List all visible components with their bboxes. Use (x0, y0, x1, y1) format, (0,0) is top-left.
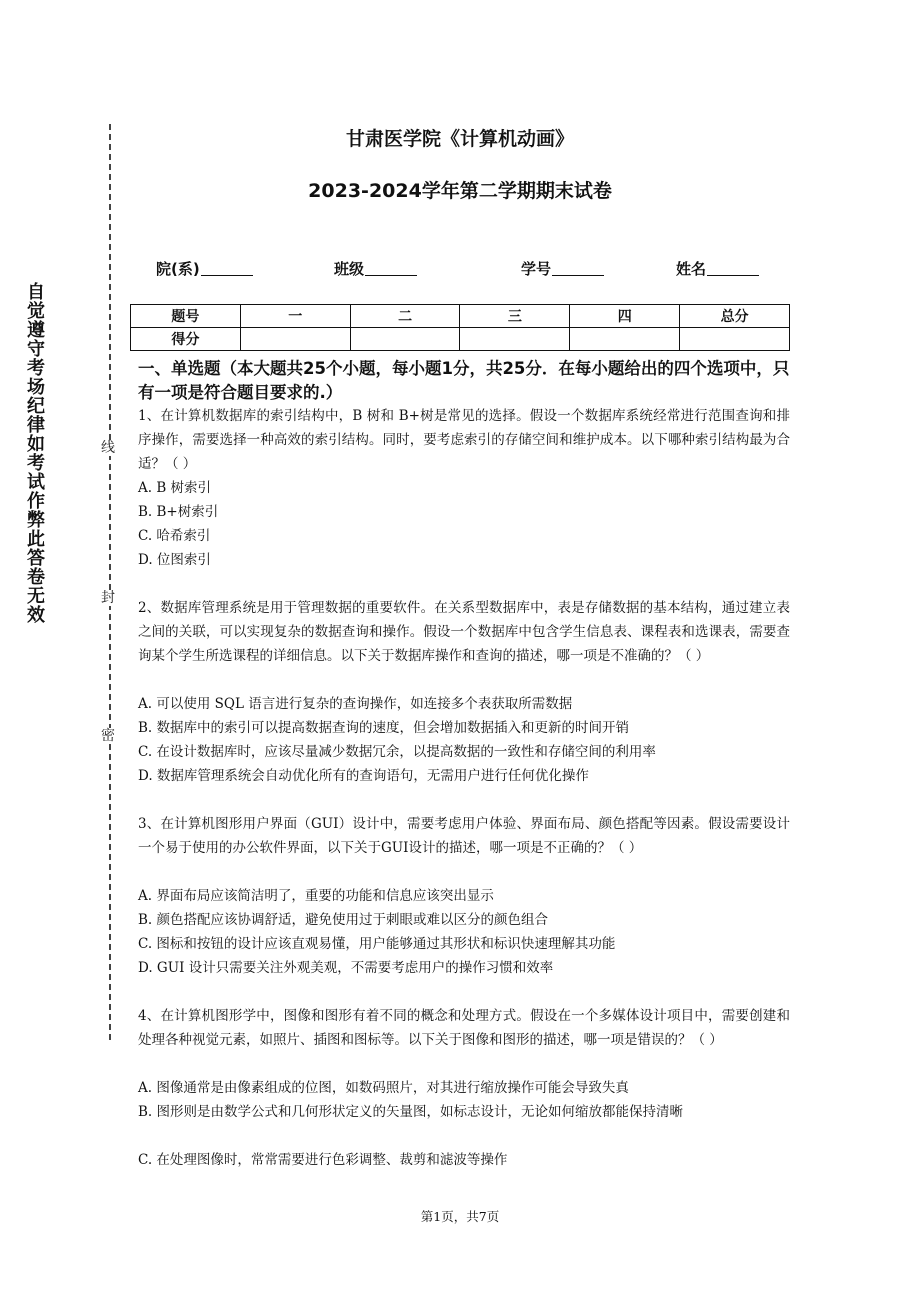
student-id-blank[interactable] (552, 259, 604, 276)
class-label: 班级 (334, 260, 365, 278)
name-blank[interactable] (707, 259, 759, 276)
question-3-option-c[interactable]: C. 图标和按钮的设计应该直观易懂，用户能够通过其形状和标识快速理解其功能 (138, 936, 616, 952)
score-cell-2[interactable] (350, 328, 460, 351)
question-3-option-d[interactable]: D. GUI 设计只需要关注外观美观，不需要考虑用户的操作习惯和效率 (138, 960, 554, 976)
question-4-option-a[interactable]: A. 图像通常是由像素组成的位图，如数码照片，对其进行缩放操作可能会导致失真 (138, 1080, 629, 1096)
student-id-field (521, 258, 604, 279)
score-cell-total[interactable] (680, 328, 790, 351)
question-4-stem: 4、在计算机图形学中，图像和图形有着不同的概念和处理方式。假设在一个多媒体设计项目中，需要创建和处理各种视觉元素，如照片、插图和图标等。以下关于图像和图形的描述，哪一项是错误的？（ ） (138, 1008, 790, 1048)
score-table-header-row (131, 305, 790, 328)
name-field (676, 258, 759, 279)
question-2-option-d[interactable]: D. 数据库管理系统会自动优化所有的查询语句，无需用户进行任何优化操作 (138, 768, 589, 784)
question-1-option-b[interactable]: B. B+树索引 (138, 504, 219, 520)
question-2-option-a[interactable]: A. 可以使用 SQL 语言进行复杂的查询操作，如连接多个表获取所需数据 (138, 696, 573, 712)
score-table-score-row (131, 328, 790, 351)
score-row-label: 得分 (131, 328, 241, 351)
student-info-row (0, 258, 920, 282)
score-header-cell: 一 (240, 305, 350, 328)
exam-title-school: 甘肃医学院《计算机动画》 (345, 128, 574, 150)
question-2-stem: 2、数据库管理系统是用于管理数据的重要软件。在关系型数据库中，表是存储数据的基本结构，通过建立表之间的关联，可以实现复杂的数据查询和操作。假设一个数据库中包含学生信息表、课程表和选课表，需要查询某个学生所选课程的详细信息。以下关于数据库操作和查询的描述，哪一项是不准确的？（ ） (138, 600, 790, 664)
question-1-stem: 1、在计算机数据库的索引结构中，B 树和 B+树是常见的选择。假设一个数据库系统经常进行范围查询和排序操作，需要选择一种高效的索引结构。同时，要考虑索引的存储空间和维护成本。以下哪种索引结构最为合适？（ ） (138, 408, 790, 472)
score-cell-4[interactable] (570, 328, 680, 351)
department-label: 院(系) (156, 260, 200, 278)
score-table (130, 304, 790, 351)
question-4-option-b[interactable]: B. 图形则是由数学公式和几何形状定义的矢量图，如标志设计，无论如何缩放都能保持清晰 (138, 1104, 684, 1120)
question-1-option-c[interactable]: C. 哈希索引 (138, 528, 211, 544)
question-3-stem: 3、在计算机图形用户界面（GUI）设计中，需要考虑用户体验、界面布局、颜色搭配等因素。假设需要设计一个易于使用的办公软件界面，以下关于GUI设计的描述，哪一项是不正确的？（ ） (138, 816, 790, 856)
question-1-option-a[interactable]: A. B 树索引 (138, 480, 212, 496)
exam-title-term: 2023-2024学年第二学期期末试卷 (308, 180, 612, 202)
class-field (334, 258, 417, 279)
department-blank[interactable] (201, 259, 253, 276)
score-header-cell: 二 (350, 305, 460, 328)
score-header-cell: 总分 (680, 305, 790, 328)
page-number: 第1页，共7页 (420, 1209, 500, 1224)
question-2-option-b[interactable]: B. 数据库中的索引可以提高数据查询的速度，但会增加数据插入和更新的时间开销 (138, 720, 630, 736)
question-3-option-b[interactable]: B. 颜色搭配应该协调舒适，避免使用过于刺眼或难以区分的颜色组合 (138, 912, 549, 928)
score-header-cell: 三 (460, 305, 570, 328)
score-cell-3[interactable] (460, 328, 570, 351)
question-3-option-a[interactable]: A. 界面布局应该简洁明了，重要的功能和信息应该突出显示 (138, 888, 494, 904)
score-header-cell: 题号 (131, 305, 241, 328)
department-field (156, 258, 253, 279)
class-blank[interactable] (365, 259, 417, 276)
name-label: 姓名 (676, 260, 707, 278)
score-cell-1[interactable] (240, 328, 350, 351)
question-2-option-c[interactable]: C. 在设计数据库时，应该尽量减少数据冗余，以提高数据的一致性和存储空间的利用率 (138, 744, 656, 760)
exam-rules-notice: 自觉遵守考场纪律如考试作弊此答卷无效 (24, 282, 45, 624)
section-heading-single-choice: 一、单选题（本大题共25个小题，每小题1分，共25分．在每小题给出的四个选项中，只有一项是符合题目要求的.） (138, 359, 790, 402)
score-header-cell: 四 (570, 305, 680, 328)
binding-label-secret: 密 (98, 728, 118, 744)
question-4-option-c[interactable]: C. 在处理图像时，常常需要进行色彩调整、裁剪和滤波等操作 (138, 1152, 508, 1168)
binding-label-seal: 封 (98, 590, 118, 606)
question-1-option-d[interactable]: D. 位图索引 (138, 552, 211, 568)
binding-label-line: 线 (98, 440, 118, 456)
student-id-label: 学号 (521, 260, 552, 278)
